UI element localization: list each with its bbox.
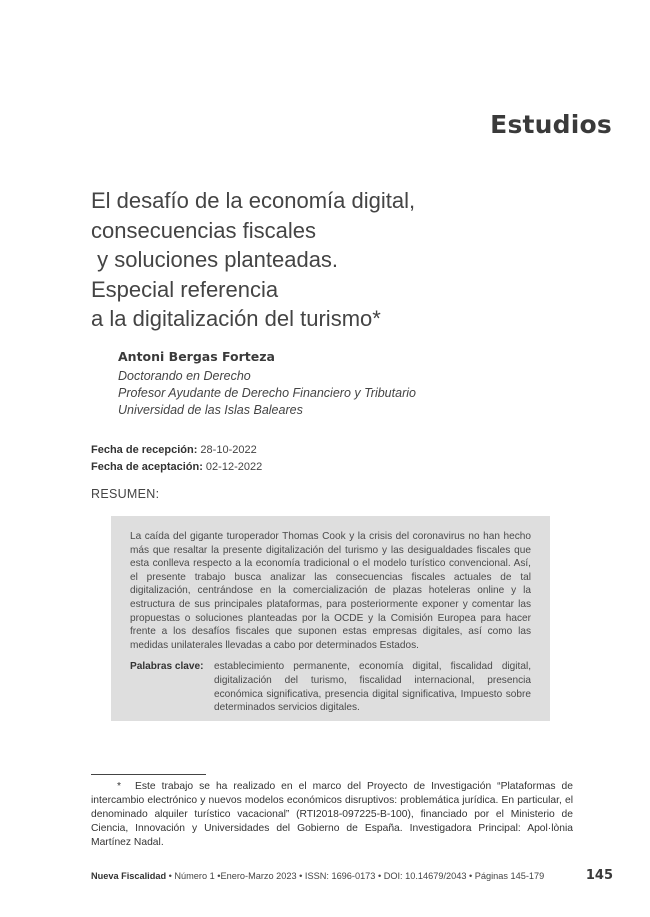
footnote-marker: * xyxy=(116,781,121,792)
title-line: a la digitalización del turismo* xyxy=(91,306,381,331)
affiliation-line: Doctorando en Derecho xyxy=(118,369,251,383)
article-dates xyxy=(91,442,262,475)
footnote-text: Este trabajo se ha realizado en el marco del Proyecto de Investigación “Plataformas de intercambio electrónico y nuevos modelos económicos disruptivos: problemática jurídica. En particular, el denominado alquiler turístico vacacional” (RTI2018-097225-B-100), financiado por el Ministerio de Ciencia, Innovación y Universidades del Gobierno de España. Investigadora Principal: Apol·lònia Martínez Nadal. xyxy=(91,781,573,848)
affiliation-line: Profesor Ayudante de Derecho Financiero y Tributario xyxy=(118,386,416,400)
footnote xyxy=(91,780,573,850)
title-line: Especial referencia xyxy=(91,276,279,302)
page-footer xyxy=(91,868,613,883)
resumen-label: RESUMEN: xyxy=(91,487,160,501)
footer-details: • Número 1 •Enero-Marzo 2023 • ISSN: 1696-0173 • DOI: 10.14679/2043 • Páginas 145-179 xyxy=(166,871,545,881)
received-date xyxy=(91,442,262,459)
title-line: El desafío de la economía digital, xyxy=(91,188,416,213)
keywords-text: establecimiento permanente, economía digital, fiscalidad digital, digitalización del turismo, fiscalidad internacional, presencia económica significativa, presencia digital significativa, Impuesto sobre determinados servicios digitales. xyxy=(214,661,531,714)
title-line: consecuencias fiscales xyxy=(91,217,317,243)
received-label: Fecha de recepción: xyxy=(91,444,198,456)
author-name: Antoni Bergas Forteza xyxy=(118,349,275,364)
page-number: 145 xyxy=(585,868,613,883)
accepted-date xyxy=(91,459,262,476)
accepted-label: Fecha de aceptación: xyxy=(91,460,203,473)
footnote-divider xyxy=(91,774,206,775)
article-title xyxy=(91,186,511,334)
keywords xyxy=(130,660,531,714)
keywords-label: Palabras clave: xyxy=(130,661,204,673)
received-value: 28-10-2022 xyxy=(197,444,257,456)
title-line: y soluciones planteadas. xyxy=(91,247,339,272)
journal-name: Nueva Fiscalidad xyxy=(91,871,167,881)
abstract-text: La caída del gigante turoperador Thomas Cook y la crisis del coronavirus no han hecho más que resaltar la presente digitalización del turismo y las desigualdades fiscales que esta conlleva respecto a la economía tradicional o el modelo turístico convencional. Así, el presente trabajo busca analizar las consecuencias fiscales actuales de tal digitalización, centrándose en la comercialización de plazas hoteleras online y la estructura de sus principales plataformas, para posteriormente exponer y comentar las propuestas o soluciones planteadas por la OCDE y la Comisión Europea para hacer frente a los desafíos fiscales que suponen estas empresas digitales, así como las medidas unilaterales llevadas a cabo por determinados Estados. xyxy=(130,531,531,651)
footer-citation xyxy=(91,871,544,881)
section-label: Estudios xyxy=(490,110,612,139)
abstract-box xyxy=(111,516,550,721)
author-affiliations xyxy=(118,368,518,419)
accepted-value: 02-12-2022 xyxy=(202,460,263,473)
affiliation-line: Universidad de las Islas Baleares xyxy=(118,403,303,417)
